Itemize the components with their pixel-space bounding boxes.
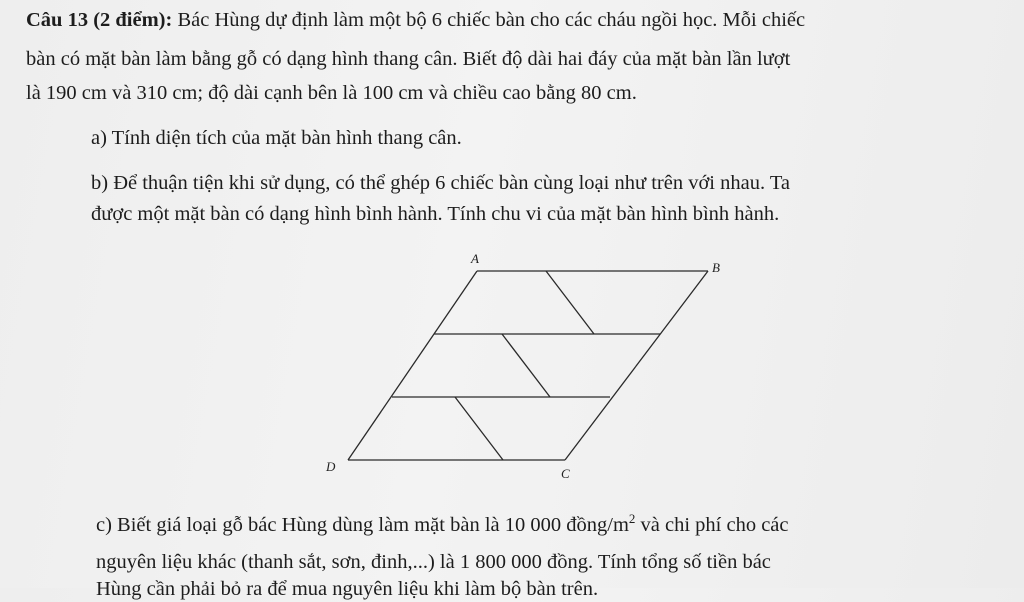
slant-1: [546, 271, 594, 334]
part-a-text: a) Tính diện tích của mặt bàn hình thang cân.: [91, 127, 462, 149]
parallelogram-figure: [310, 245, 750, 495]
problem-intro-line-2: bàn có mặt bàn làm bằng gỗ có dạng hình thang cân. Biết độ dài hai đáy của mặt bàn lần lượt: [26, 48, 791, 70]
intro-text-1: Bác Hùng dự định làm một bộ 6 chiếc bàn cho các cháu ngồi học. Mỗi chiếc: [172, 9, 806, 31]
problem-intro-line-1: [26, 7, 805, 33]
problem-heading: Câu 13 (2 điểm):: [26, 9, 173, 31]
vertex-label-d: D: [326, 459, 336, 474]
part-c-text-line-1: [96, 512, 789, 538]
slant-2: [502, 334, 550, 397]
vertex-label-b: B: [712, 260, 720, 275]
side-da: [348, 271, 477, 460]
part-c-start: c) Biết giá loại gỗ bác Hùng dùng làm mặt bàn là 10 000 đồng/m: [96, 514, 629, 536]
unit-superscript: 2: [628, 511, 636, 526]
vertex-label-c: C: [561, 466, 570, 481]
part-c-text-line-2: nguyên liệu khác (thanh sắt, sơn, đinh,...) là 1 800 000 đồng. Tính tổng số tiền bác: [96, 551, 771, 573]
part-b-text-line-2: được một mặt bàn có dạng hình bình hành. Tính chu vi của mặt bàn hình bình hành.: [91, 203, 780, 225]
slant-3: [455, 397, 503, 460]
problem-intro-line-3: là 190 cm và 310 cm; độ dài cạnh bên là 100 cm và chiều cao bằng 80 cm.: [26, 82, 637, 104]
vertex-label-a: A: [471, 251, 479, 266]
side-bc: [565, 271, 708, 460]
part-c-end: và chi phí cho các: [635, 514, 789, 536]
part-c-text-line-3: Hùng cần phải bỏ ra để mua nguyên liệu khi làm bộ bàn trên.: [96, 578, 599, 600]
part-b-text-line-1: b) Để thuận tiện khi sử dụng, có thể ghép 6 chiếc bàn cùng loại như trên với nhau. Ta: [91, 172, 791, 194]
